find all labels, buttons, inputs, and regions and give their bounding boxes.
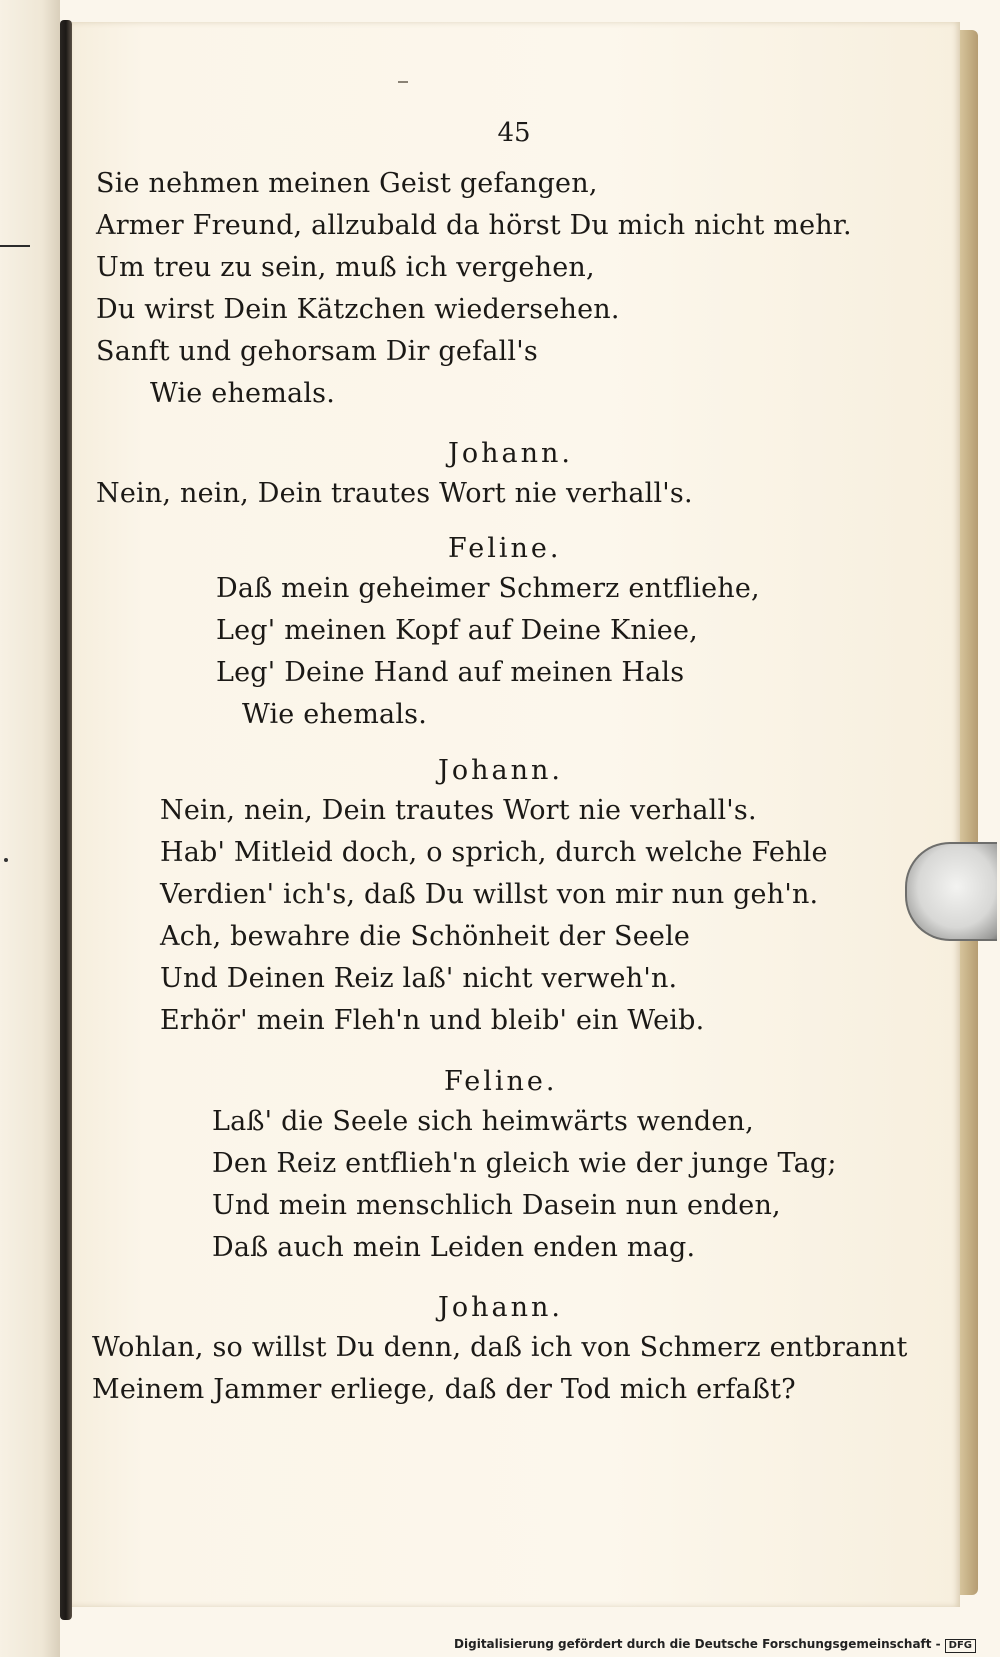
verse-line: Nein, nein, Dein trautes Wort nie verhall's. [160, 795, 757, 826]
left-page-strip [0, 0, 60, 1657]
verse-line: Sie nehmen meinen Geist gefangen, [96, 168, 598, 199]
dfg-logo: DFG [945, 1639, 976, 1653]
left-page-mark [0, 245, 30, 247]
speaker-name: Johann. [438, 1292, 563, 1323]
verse-line: Leg' Deine Hand auf meinen Hals [216, 657, 685, 688]
speaker-name: Johann. [438, 755, 563, 786]
verse-line: Verdien' ich's, daß Du willst von mir nun geh'n. [160, 879, 819, 910]
verse-line: Nein, nein, Dein trautes Wort nie verhall's. [96, 478, 693, 509]
speaker-name: Feline. [448, 533, 562, 564]
verse-line: Ach, bewahre die Schönheit der Seele [160, 921, 691, 952]
verse-line: Den Reiz entflieh'n gleich wie der junge Tag; [212, 1148, 837, 1179]
speaker-name: Johann. [448, 438, 573, 469]
verse-line: Daß mein geheimer Schmerz entfliehe, [216, 573, 760, 604]
verse-line: Leg' meinen Kopf auf Deine Kniee, [216, 615, 698, 646]
footer-text: Digitalisierung gefördert durch die Deutsche Forschungsgemeinschaft - [454, 1637, 941, 1651]
verse-line: Laß' die Seele sich heimwärts wenden, [212, 1106, 754, 1137]
verse-line: Sanft und gehorsam Dir gefall's [96, 336, 538, 367]
book-gutter [60, 20, 72, 1620]
verse-line: Wie ehemals. [242, 699, 427, 730]
digitization-footer [454, 1637, 976, 1653]
verse-line: Und mein menschlich Dasein nun enden, [212, 1190, 781, 1221]
verse-line: Du wirst Dein Kätzchen wiedersehen. [96, 294, 620, 325]
verse-line: Meinem Jammer erliege, daß der Tod mich erfaßt? [92, 1374, 796, 1405]
page-number: 45 [497, 118, 531, 148]
verse-line: Erhör' mein Fleh'n und bleib' ein Weib. [160, 1005, 705, 1036]
verse-line: Hab' Mitleid doch, o sprich, durch welche Fehle [160, 837, 828, 868]
verse-line: Armer Freund, allzubald da hörst Du mich nicht mehr. [96, 210, 852, 241]
ink-mark [398, 81, 408, 83]
page-clip [905, 842, 997, 941]
verse-line: Wohlan, so willst Du denn, daß ich von Schmerz entbrannt [92, 1332, 908, 1363]
left-page-dot [4, 858, 8, 862]
speaker-name: Feline. [444, 1066, 558, 1097]
verse-line: Um treu zu sein, muß ich vergehen, [96, 252, 595, 283]
page-edge [960, 30, 978, 1595]
verse-line: Und Deinen Reiz laß' nicht verweh'n. [160, 963, 678, 994]
verse-line: Daß auch mein Leiden enden mag. [212, 1232, 696, 1263]
verse-line: Wie ehemals. [150, 378, 335, 409]
